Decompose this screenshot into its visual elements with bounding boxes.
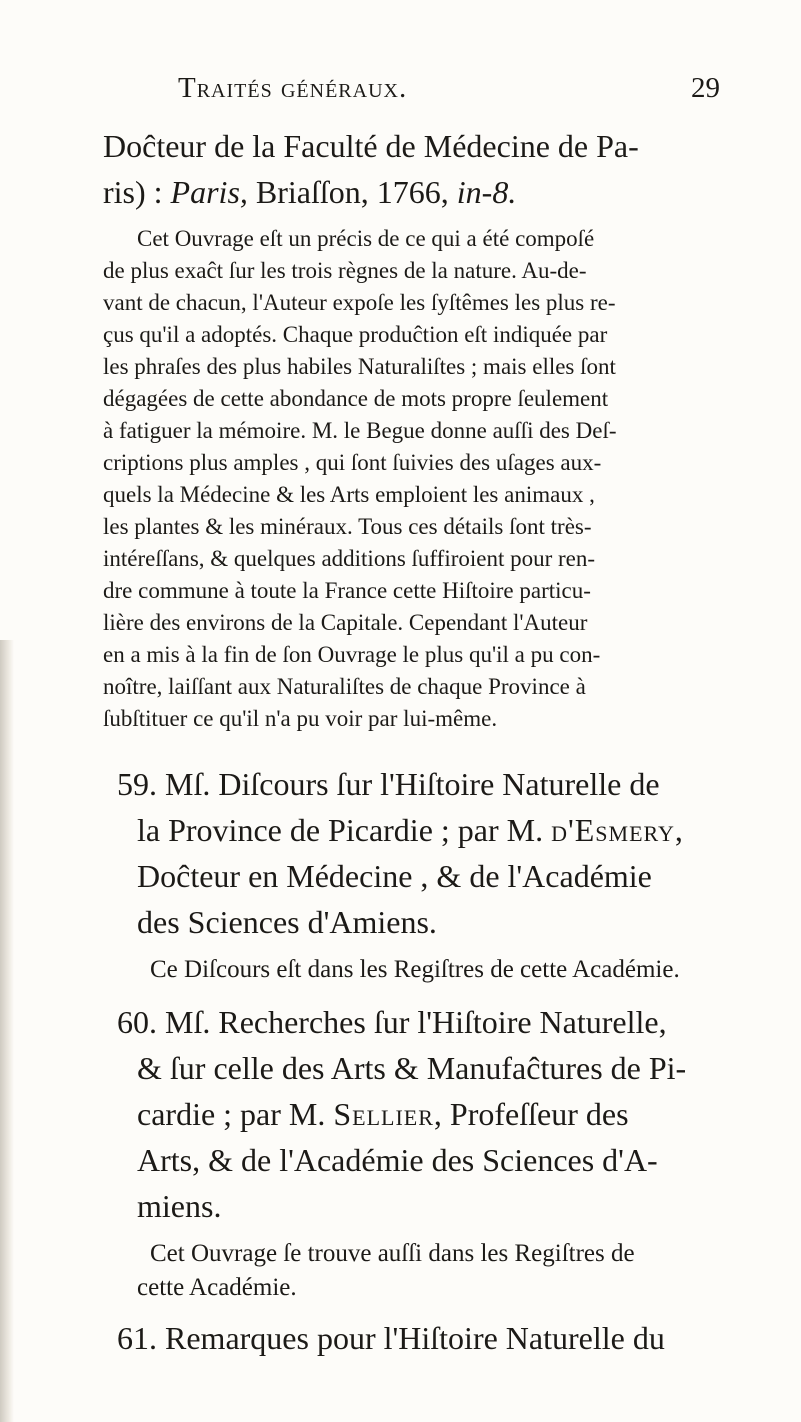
running-title: Traités généraux. [178,72,408,104]
entry-59-note: Ce Diſcours eſt dans les Regiſtres de cette Académie. [150,956,680,983]
page-edge-shadow [0,640,14,1422]
note-58-line: dégagées de cette abondance de mots propre ſeulement [103,386,609,411]
note-58-line: ſubſtituer ce qu'il n'a pu voir par lui-même. [103,706,498,731]
entry-58-text-b: Briaſſon, 1766, [247,174,457,210]
entry-59-line-3: Doĉteur en Médecine , & de l'Académie [137,858,652,894]
entry-58-line-1: Doĉteur de la Faculté de Médecine de Pa- [103,128,639,164]
entry-60-line-1: 60. Mſ. Recherches ſur l'Hiſtoire Naturelle, [117,1004,667,1040]
entry-60-line-5: miens. [137,1188,222,1224]
note-58-line: intéreſſans, & quelques additions ſuffiroient pour ren- [103,546,596,571]
entry-59-line-2 [137,812,683,849]
entry-60-text-b: , Profeſſeur des [433,1096,629,1132]
note-58-line: noître, laiſſant aux Naturaliſtes de chaque Province à [103,674,586,699]
entry-59-text-a: la Province de Picardie ; par M. [137,812,552,848]
page-number: 29 [691,72,720,104]
entry-59-text-b: , [674,812,683,848]
entry-60-note-1: Cet Ouvrage ſe trouve auſſi dans les Regiſtres de [150,1240,635,1267]
entry-60-author: Sellier [333,1096,434,1132]
entry-58-place: Paris, [170,174,248,210]
entry-60-note-2: cette Académie. [137,1274,297,1301]
entry-60-line-2: & ſur celle des Arts & Manufaĉtures de Pi- [137,1050,687,1086]
note-58-line: en a mis à la fin de ſon Ouvrage le plus qu'il a pu con- [103,642,601,667]
entry-60-text-a: cardie ; par M. [137,1096,334,1132]
note-58-line: lière des environs de la Capitale. Cependant l'Auteur [103,610,588,635]
note-58-line: à fatiguer la mémoire. M. le Begue donne auſſi des Deſ- [103,418,617,443]
entry-59-author: d'Esmery [551,812,675,848]
entry-60-line-4: Arts, & de l'Académie des Sciences d'A- [137,1142,658,1178]
entry-58-text-a: ris) : [103,174,171,210]
note-58-line: Cet Ouvrage eſt un précis de ce qui a été compoſé [137,226,595,251]
note-58-line: vant de chacun, l'Auteur expoſe les ſyſtêmes les plus re- [103,290,616,315]
note-58-line: les phraſes des plus habiles Naturaliſtes ; mais elles ſont [103,354,616,379]
note-58-line: quels la Médecine & les Arts emploient les animaux , [103,482,595,507]
note-58-line: çus qu'il a adoptés. Chaque produĉtion eſt indiquée par [103,322,608,347]
entry-61-line-1: 61. Remarques pour l'Hiſtoire Naturelle du [117,1320,665,1356]
entry-58-format: in-8. [456,174,517,210]
note-58-line: dre commune à toute la France cette Hiſtoire particu- [103,578,591,603]
entry-60-line-3 [137,1096,629,1133]
page-header [160,72,720,112]
note-58-line: de plus exaĉt ſur les trois règnes de la nature. Au-de- [103,258,587,283]
note-58-line: les plantes & les minéraux. Tous ces détails ſont très- [103,514,592,539]
note-58-line: criptions plus amples , qui ſont ſuivies des uſages aux- [103,450,602,475]
entry-58-line-2 [103,174,516,211]
entry-59-line-1: 59. Mſ. Diſcours ſur l'Hiſtoire Naturelle de [117,766,660,802]
entry-59-line-4: des Sciences d'Amiens. [137,904,437,940]
